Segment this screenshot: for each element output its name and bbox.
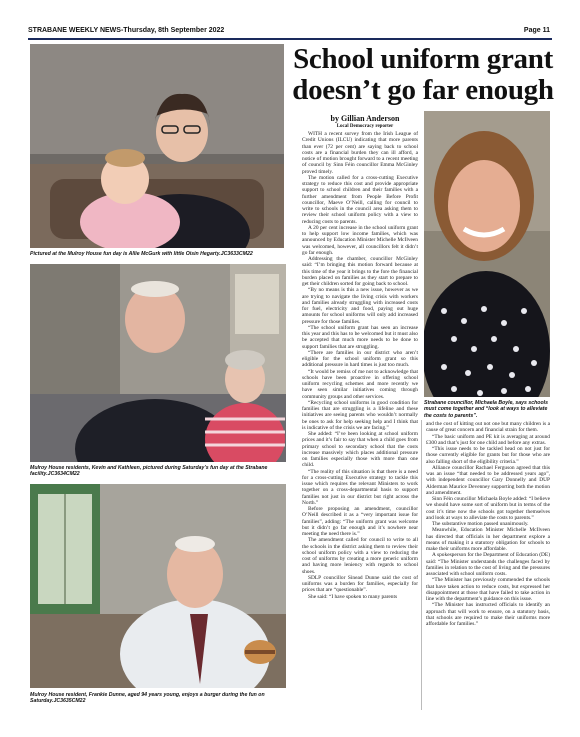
byline-author: by Gillian Anderson (330, 114, 400, 123)
photo-elderly-man (30, 484, 286, 688)
column-divider (421, 420, 422, 710)
article-paragraph: Addressing the chamber, councillor McGinley said: “I’m bringing this motion forward because at this time of the year it brings to the fore the financial burden placed on families as they start to prepare to get their children sorted for going back to school. (302, 256, 418, 287)
article-paragraph: “This issue needs to be tackled head on not just for those currently eligible for grants but for those who are also falling short of the eligibility criteria.” (426, 446, 550, 465)
article-paragraph: “By no means is this a new issue, however as we are trying to navigate the living crisis with workers and families already struggling with increased costs for fuel, electricity and food, paying out huge amounts for school uniforms will only add increased pressure for those families. (302, 287, 418, 325)
photo2-caption: Mulroy House residents, Kevin and Kathleen, pictured during Saturday’s fun day at the Strabane facility.JC3634CM22 (30, 465, 268, 478)
article-paragraph: “Recycling school uniforms in good condition for families that are struggling is a lifeline and these initiatives are seeing parents who wouldn’t normally be ones to ask for help seeking help and I think that is indicative of the crisis we are facing.” (302, 399, 418, 431)
article-paragraph: The motion called for a cross-cutting Executive strategy to reduce this cost and provide appropriate support to school children and their families with a further amendment from People Before Profit councillor, Maeve O’Neill, calling for council to write to schools in the council area asking them to review their school uniform policy with a view to reducing costs to parents. (302, 174, 418, 225)
article-paragraph: A 20 per cent increase in the school uniform grant to help support low income families, which was announced by Education Minister Michelle McIlveen was welcomed, however, all councillors felt it didn’t go far enough. (302, 224, 418, 256)
photo3-caption: Mulroy House resident, Frankie Dunne, aged 94 years young, enjoys a burger during the fun on Saturday.JC3635CM22 (30, 692, 265, 705)
article-paragraph: The amendment called for council to write to all the schools in the district asking them to review their school uniform policy with a view to reducing the cost of uniforms by creating a more generic uniform and having more leniency with regards to school shoes. (302, 537, 418, 575)
article-column-1 (302, 131, 418, 711)
article-paragraph: A spokesperson for the Department of Education (DE) said: “The Minister understands the challenges faced by families in relation to the cost of living and the pressures associated with school uniform costs. (426, 552, 550, 577)
photo-mother-and-baby (30, 44, 284, 248)
publication-date: STRABANE WEEKLY NEWS-Thursday, 8th September 2022 (28, 27, 225, 34)
article-paragraph: She added: “I’ve been looking at school uniform prices and it’s fair to say that when a child goes from primary school to secondary school that the costs increase massively which places additional pressure on families especially those with more than one child. (302, 431, 418, 469)
article-column-2 (426, 421, 550, 711)
photo4-caption: Strabane councillor, Michaela Boyle, says schools must come together and “look at ways to alleviate the costs to parents”. (424, 400, 548, 419)
article-paragraph: Alliance councillor Rachael Ferguson agreed that this was an issue “that needed to be addressed years ago”, with independent councillor Gary Donnelly and DUP Alderman Maurice Devenney supporting both the motion and amendment. (426, 464, 550, 496)
article-paragraph: and the cost of kitting out not one but many children is a cause of great concern and financial strain for them. (426, 421, 550, 434)
article-paragraph: “The Minister has instructed officials to identify an approach that will work to ensure, on a statutory basis, that schools are required to make their uniforms more affordable for families.” (426, 602, 550, 627)
photo-councillor (424, 111, 550, 397)
article-paragraph: “The school uniform grant has seen an increase this year and this has to be welcomed but it must also be accepted that much more needs to be done to support families that are struggling. (302, 324, 418, 350)
article-paragraph: “The basic uniform and PE kit is averaging at around £300 and that’s just for one child and before any extras. (426, 433, 550, 446)
article-paragraph: “There are families in our district who aren’t eligible for the school uniform grant so this additional pressure in hard times is just too much. (302, 349, 418, 369)
article-paragraph: SDLP councillor Sinead Dunne said the cost of uniforms was a burden for families, especially for prices that are “questionable”. (302, 574, 418, 594)
article-paragraph: Meanwhile, Education Minister Michelle McIlveen has directed that officials in her department explore a means of making it a statutory obligation for schools to make their uniforms more affordable. (426, 527, 550, 552)
article-paragraph: Sinn Féin councillor Michaela Boyle added: “I believe we should have some sort of uniform but in terms of the cost it’s time now the schools got together themselves and look at ways to alleviate the costs to parents.” (426, 496, 550, 521)
article-paragraph: “It would be remiss of me not to acknowledge that schools have been proactive in offering school uniform recycling schemes and more recently we have seen similar initiatives coming through community groups and other services. (302, 368, 418, 400)
photo1-caption: Pictured at the Mulroy House fun day is Allie McGurk with little Oisin Hegarty.JC3633CM22 (30, 251, 253, 257)
byline-role: Local Democracy reporter (336, 124, 394, 129)
page-number: Page 11 (523, 27, 550, 34)
byline (305, 114, 425, 129)
article-paragraph: She said: “I have spoken to many parents (308, 593, 398, 600)
photo-elderly-couple (30, 264, 286, 462)
article-paragraph: “The reality of this situation is that there is a need for a cross-cutting Executive strategy to tackle this issue which requires the relevant Ministers to work together on a cross-departmental basis to support families not just in our district but right across the North.” (302, 468, 418, 506)
article-paragraph: “The Minister has previously commended the schools that have taken action to reduce costs, but expressed her disappointment at those that have failed to take action in line with the department’s guidance on this issue. (426, 577, 550, 602)
article-paragraph: The substantive motion passed unanimously. (432, 521, 529, 527)
article-paragraph: Before proposing an amendment, councillor O’Neill described it as a “very important issue for families”, adding: “The uniform grant was welcome but it didn’t go far enough and it’s nowhere near meeting the need there is.” (302, 506, 418, 537)
page-header (28, 22, 552, 40)
article-headline: School uniform grant doesn’t go far enough (292, 43, 554, 106)
article-paragraph: WITH a recent survey from the Irish League of Credit Unions (ILCU) indicating that more parents than ever (72 per cent) are saying back to school costs are a financial burden they can ill afford, a notice of motion brought forward to a recent meeting of council by Sinn Féin councillor Emma McGinley proved timely. (302, 131, 418, 175)
